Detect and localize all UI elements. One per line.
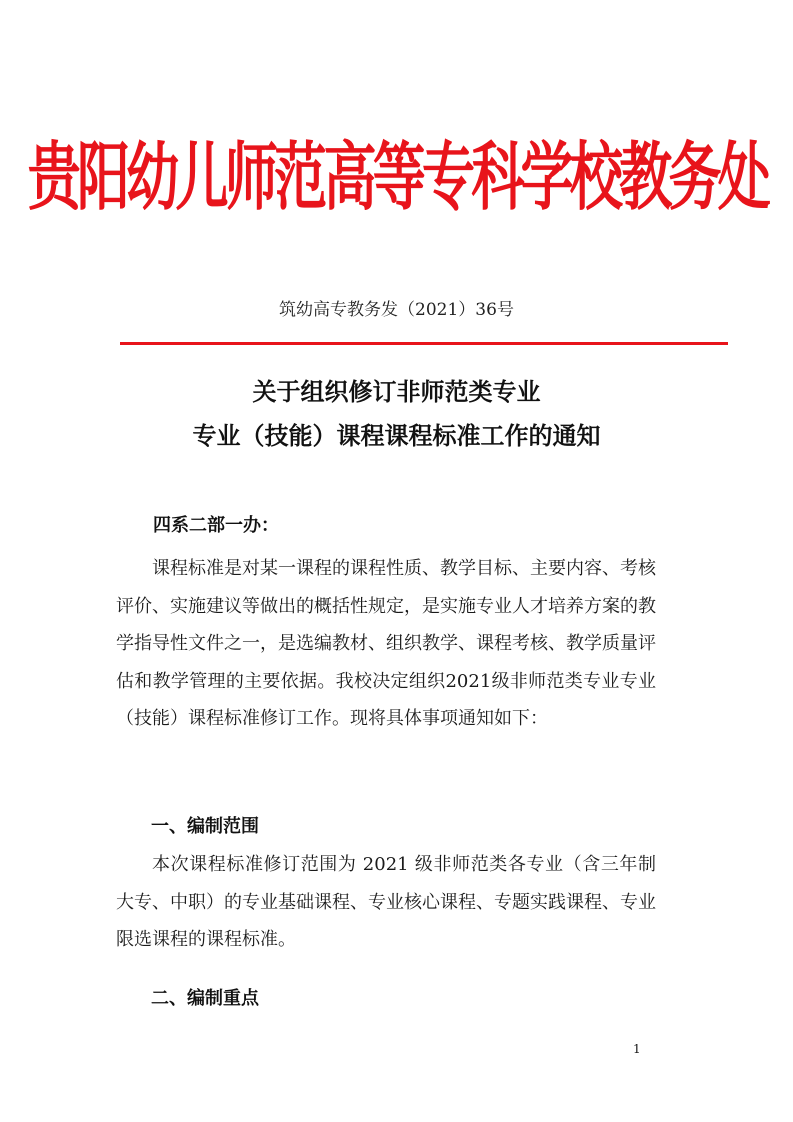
body-paragraph-2: 本次课程标准修订范围为 2021 级非师范类各专业（含三年制大专、中职）的专业基础课程、专业核心课程、专题实践课程、专业限选课程的课程标准。 <box>116 854 656 950</box>
section-heading-2: 二、编制重点 <box>151 988 259 1009</box>
document-title-line-2: 专业（技能）课程课程标准工作的通知 <box>192 421 601 450</box>
page-number: 1 <box>633 1042 641 1056</box>
body-paragraph-1: 课程标准是对某一课程的课程性质、教学目标、主要内容、考核评价、实施建议等做出的概括性规定，是实施专业人才培养方案的教学指导性文件之一，是选编教材、组织教学、课程考核、教学质量评估和教学管理的主要依据。我校决定组织2021级非师范类专业专业（技能）课程标准修订工作。现将具体事项通知如下： <box>116 558 656 729</box>
issuing-office-header: 贵阳幼儿师范高等专科学校教务处 <box>27 135 768 221</box>
section-heading-1: 一、编制范围 <box>151 816 259 837</box>
document-title-line-1: 关于组织修订非师范类专业 <box>252 377 541 406</box>
red-divider-line <box>120 342 728 345</box>
document-number: 筑幼高专教务发（2021）36号 <box>279 300 514 320</box>
salutation: 四系二部一办： <box>153 515 279 536</box>
